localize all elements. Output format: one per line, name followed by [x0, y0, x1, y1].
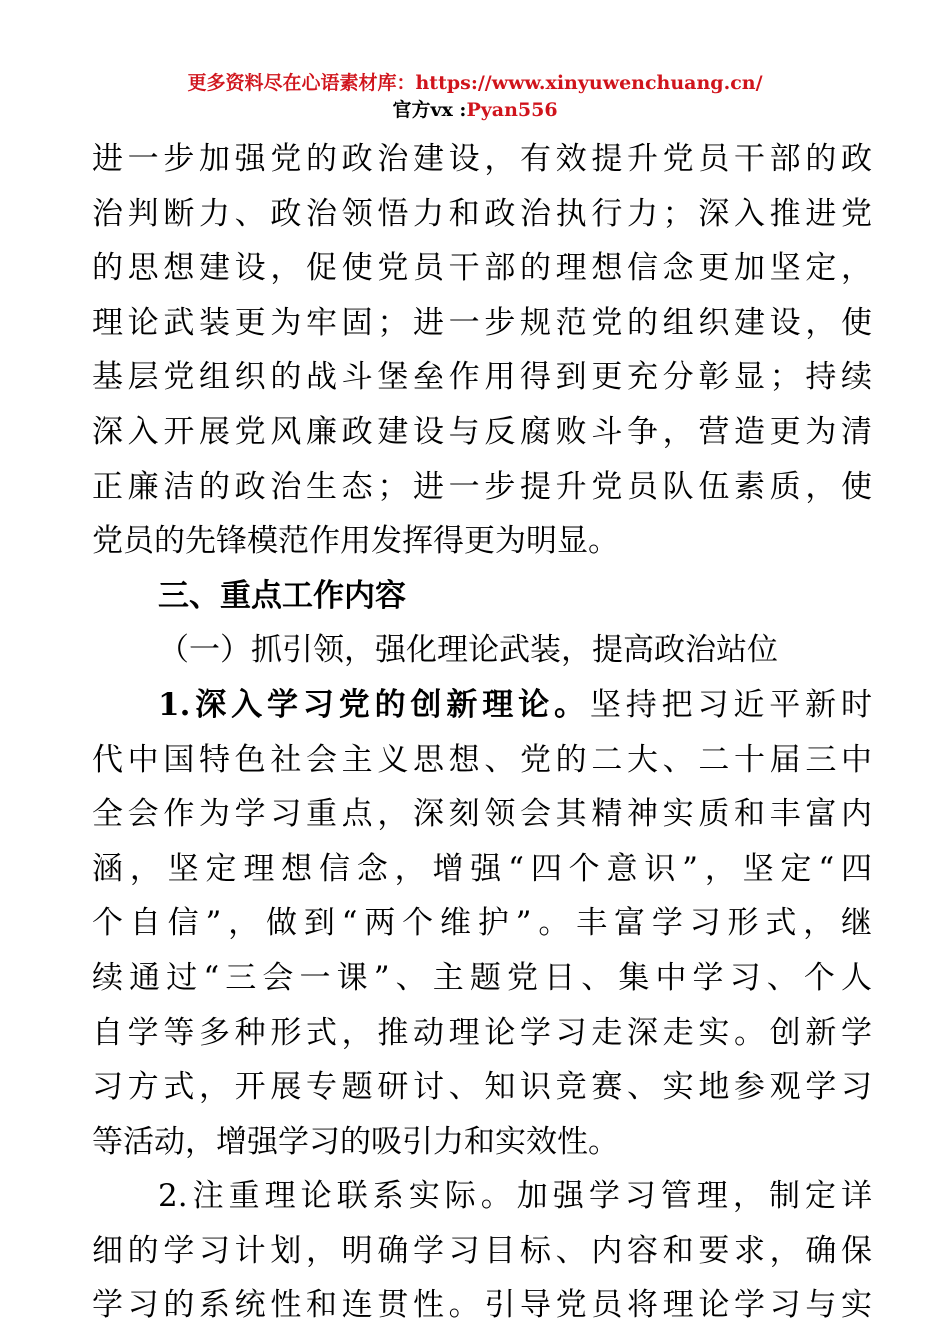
item2-first-line: 2.注重理论联系实际。加强学习管理，制定详: [158, 1178, 872, 1215]
item1-first-text: 坚持把习近平新时: [589, 686, 872, 723]
header-promo-line: 更多资料尽在心语素材库：https://www.xinyuwenchuang.cn/: [187, 72, 763, 94]
header-contact-prefix: 官方vx :: [392, 99, 467, 121]
item1-title: 1.深入学习党的创新理论。: [158, 686, 590, 723]
paragraph-line: 理论武装更为牢固；进一步规范党的组织建设，使: [92, 304, 872, 341]
paragraph-line: 全会作为学习重点，深刻领会其精神实质和丰富内: [92, 796, 872, 833]
paragraph-line: 基层党组织的战斗堡垒作用得到更充分彰显；持续: [92, 359, 872, 396]
paragraph-line: 治判断力、政治领悟力和政治执行力；深入推进党: [92, 195, 872, 232]
document-body: [92, 132, 872, 1333]
subsection-heading: （一）抓引领，强化理论武装，提高政治站位: [158, 632, 778, 669]
paragraph-line: 学习的系统性和连贯性。引导党员将理论学习与实: [92, 1287, 872, 1324]
header-contact-id: Pyan556: [466, 99, 558, 121]
paragraph-line: 党员的先锋模范作用发挥得更为明显。: [92, 523, 619, 560]
paragraph-line: 细的学习计划，明确学习目标、内容和要求，确保: [92, 1232, 872, 1269]
item1-first-line: [92, 678, 872, 733]
paragraph-line: 涵，坚定理想信念，增强“四个意识”，坚定“四: [92, 850, 872, 887]
header-contact-line: [0, 97, 950, 123]
paragraph-line: 正廉洁的政治生态；进一步提升党员队伍素质，使: [92, 468, 872, 505]
section-heading: 三、重点工作内容: [158, 577, 406, 614]
paragraph-line: 等活动，增强学习的吸引力和实效性。: [92, 1123, 619, 1160]
paragraph-line: 自学等多种形式，推动理论学习走深走实。创新学: [92, 1014, 872, 1051]
paragraph-line: 进一步加强党的政治建设，有效提升党员干部的政: [92, 141, 872, 177]
paragraph-line: 习方式，开展专题研讨、知识竞赛、实地参观学习: [92, 1069, 872, 1106]
paragraph-line: 深入开展党风廉政建设与反腐败斗争，营造更为清: [92, 413, 872, 450]
paragraph-line: 续通过“三会一课”、主题党日、集中学习、个人: [92, 959, 872, 996]
paragraph-line: 代中国特色社会主义思想、党的二大、二十届三中: [92, 741, 872, 778]
paragraph-line: 个自信”，做到“两个维护”。丰富学习形式，继: [92, 905, 872, 942]
paragraph-line: 的思想建设，促使党员干部的理想信念更加坚定，: [92, 250, 872, 287]
